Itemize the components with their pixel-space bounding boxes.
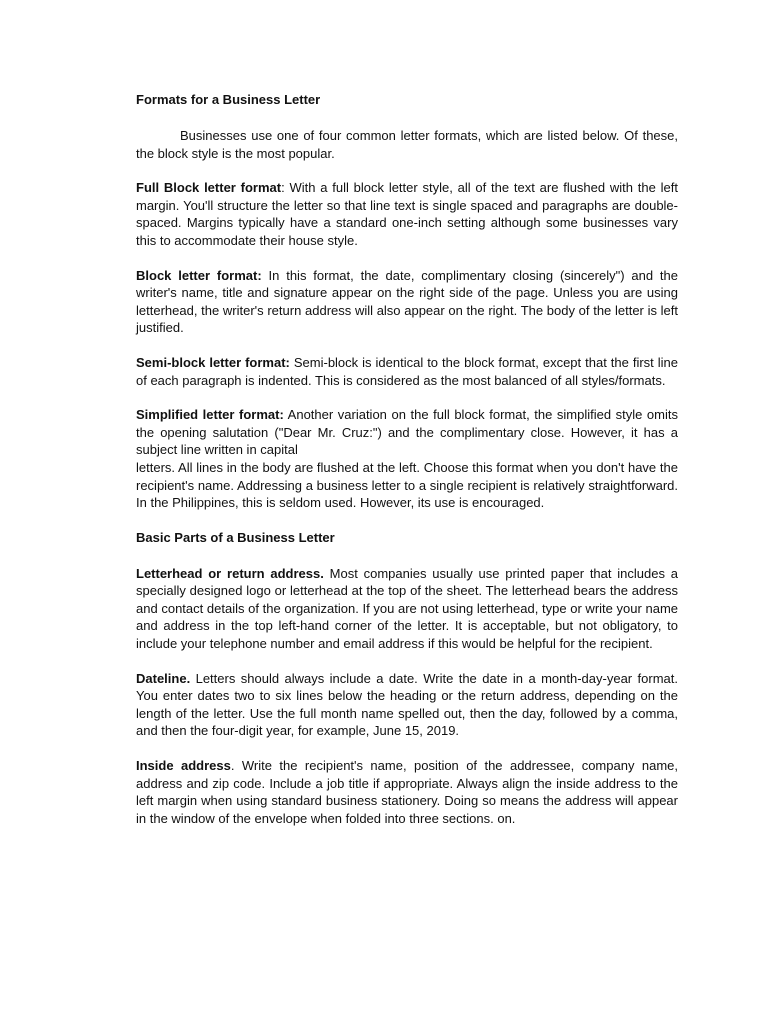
term-inside-address: Inside address: [136, 758, 231, 774]
term-dateline: Dateline.: [136, 670, 191, 686]
paragraph-letterhead: [136, 565, 678, 653]
text-semi-block: Semi-block is identical to the block format, except that the first line of each paragraph is indented. This is considered as the most balanced of all styles/formats.: [136, 354, 678, 388]
section-title-basic-parts: Basic Parts of a Business Letter: [136, 529, 335, 545]
term-simplified: Simplified letter format:: [136, 407, 284, 423]
text-letterhead: Most companies usually use printed paper that includes a specially designed logo or letterhead at the top of the sheet. The letterhead bears the address and contact details of the organization. If you are not using letterhead, type or write your name and address in the top left-hand corner of the letter. It is acceptable, but not obligatory, to include your telephone number and email address if this would be helpful for the recipient.: [136, 565, 678, 652]
term-full-block: Full Block letter format: [136, 180, 282, 196]
paragraph-block: [136, 267, 678, 337]
text-full-block: : With a full block letter style, all of the text are flushed with the left margin. You'll structure the letter so that line text is single spaced and paragraphs are double-spaced. Margins typically have a standard one-inch setting although some businesses vary this to accommodate their house style.: [136, 180, 679, 248]
text-inside-address: . Write the recipient's name, position of the addressee, company name, address and zip code. Include a job title if appropriate. Always align the inside address to the left margin when using standard business stationery. Doing so means the address will appear in the window of the envelope when folded into three sections. on.: [136, 758, 678, 826]
term-letterhead: Letterhead or return address.: [136, 565, 324, 581]
text-dateline: Letters should always include a date. Write the date in a month-day-year format. You enter dates two to six lines below the heading or the return address, depending on the length of the letter. Use the full month name spelled out, then the day, followed by a comma, and then the four-digit year, for example, June 15, 2019.: [136, 670, 678, 739]
paragraph-simplified-continuation: letters. All lines in the body are flushed at the left. Choose this format when you don't have the recipient's name. Addressing a business letter to a single recipient is relatively straightforward. In the Philippines, this is seldom used. However, its use is encouraged.: [136, 459, 678, 511]
intro-paragraph: Businesses use one of four common letter formats, which are listed below. Of these, the block style is the most popular.: [136, 128, 678, 161]
paragraph-full-block: [136, 179, 678, 249]
paragraph-inside-address: [136, 757, 678, 827]
term-semi-block: Semi-block letter format:: [136, 354, 290, 370]
term-block: Block letter format:: [136, 267, 262, 283]
paragraph-dateline: [136, 670, 678, 740]
paragraph-simplified: [136, 406, 678, 459]
text-simplified: Another variation on the full block format, the simplified style omits the opening salutation ("Dear Mr. Cruz:") and the complimentary close. However, it has a subject line written in capital: [136, 407, 678, 458]
paragraph-semi-block: [136, 354, 678, 389]
text-block: In this format, the date, complimentary closing (sincerely") and the writer's name, title and signature appear on the right side of the page. Unless you are using letterhead, the writer's return address will also appear on the right. The body of the letter is left justified.: [136, 267, 678, 336]
section-title-formats: Formats for a Business Letter: [136, 92, 321, 107]
